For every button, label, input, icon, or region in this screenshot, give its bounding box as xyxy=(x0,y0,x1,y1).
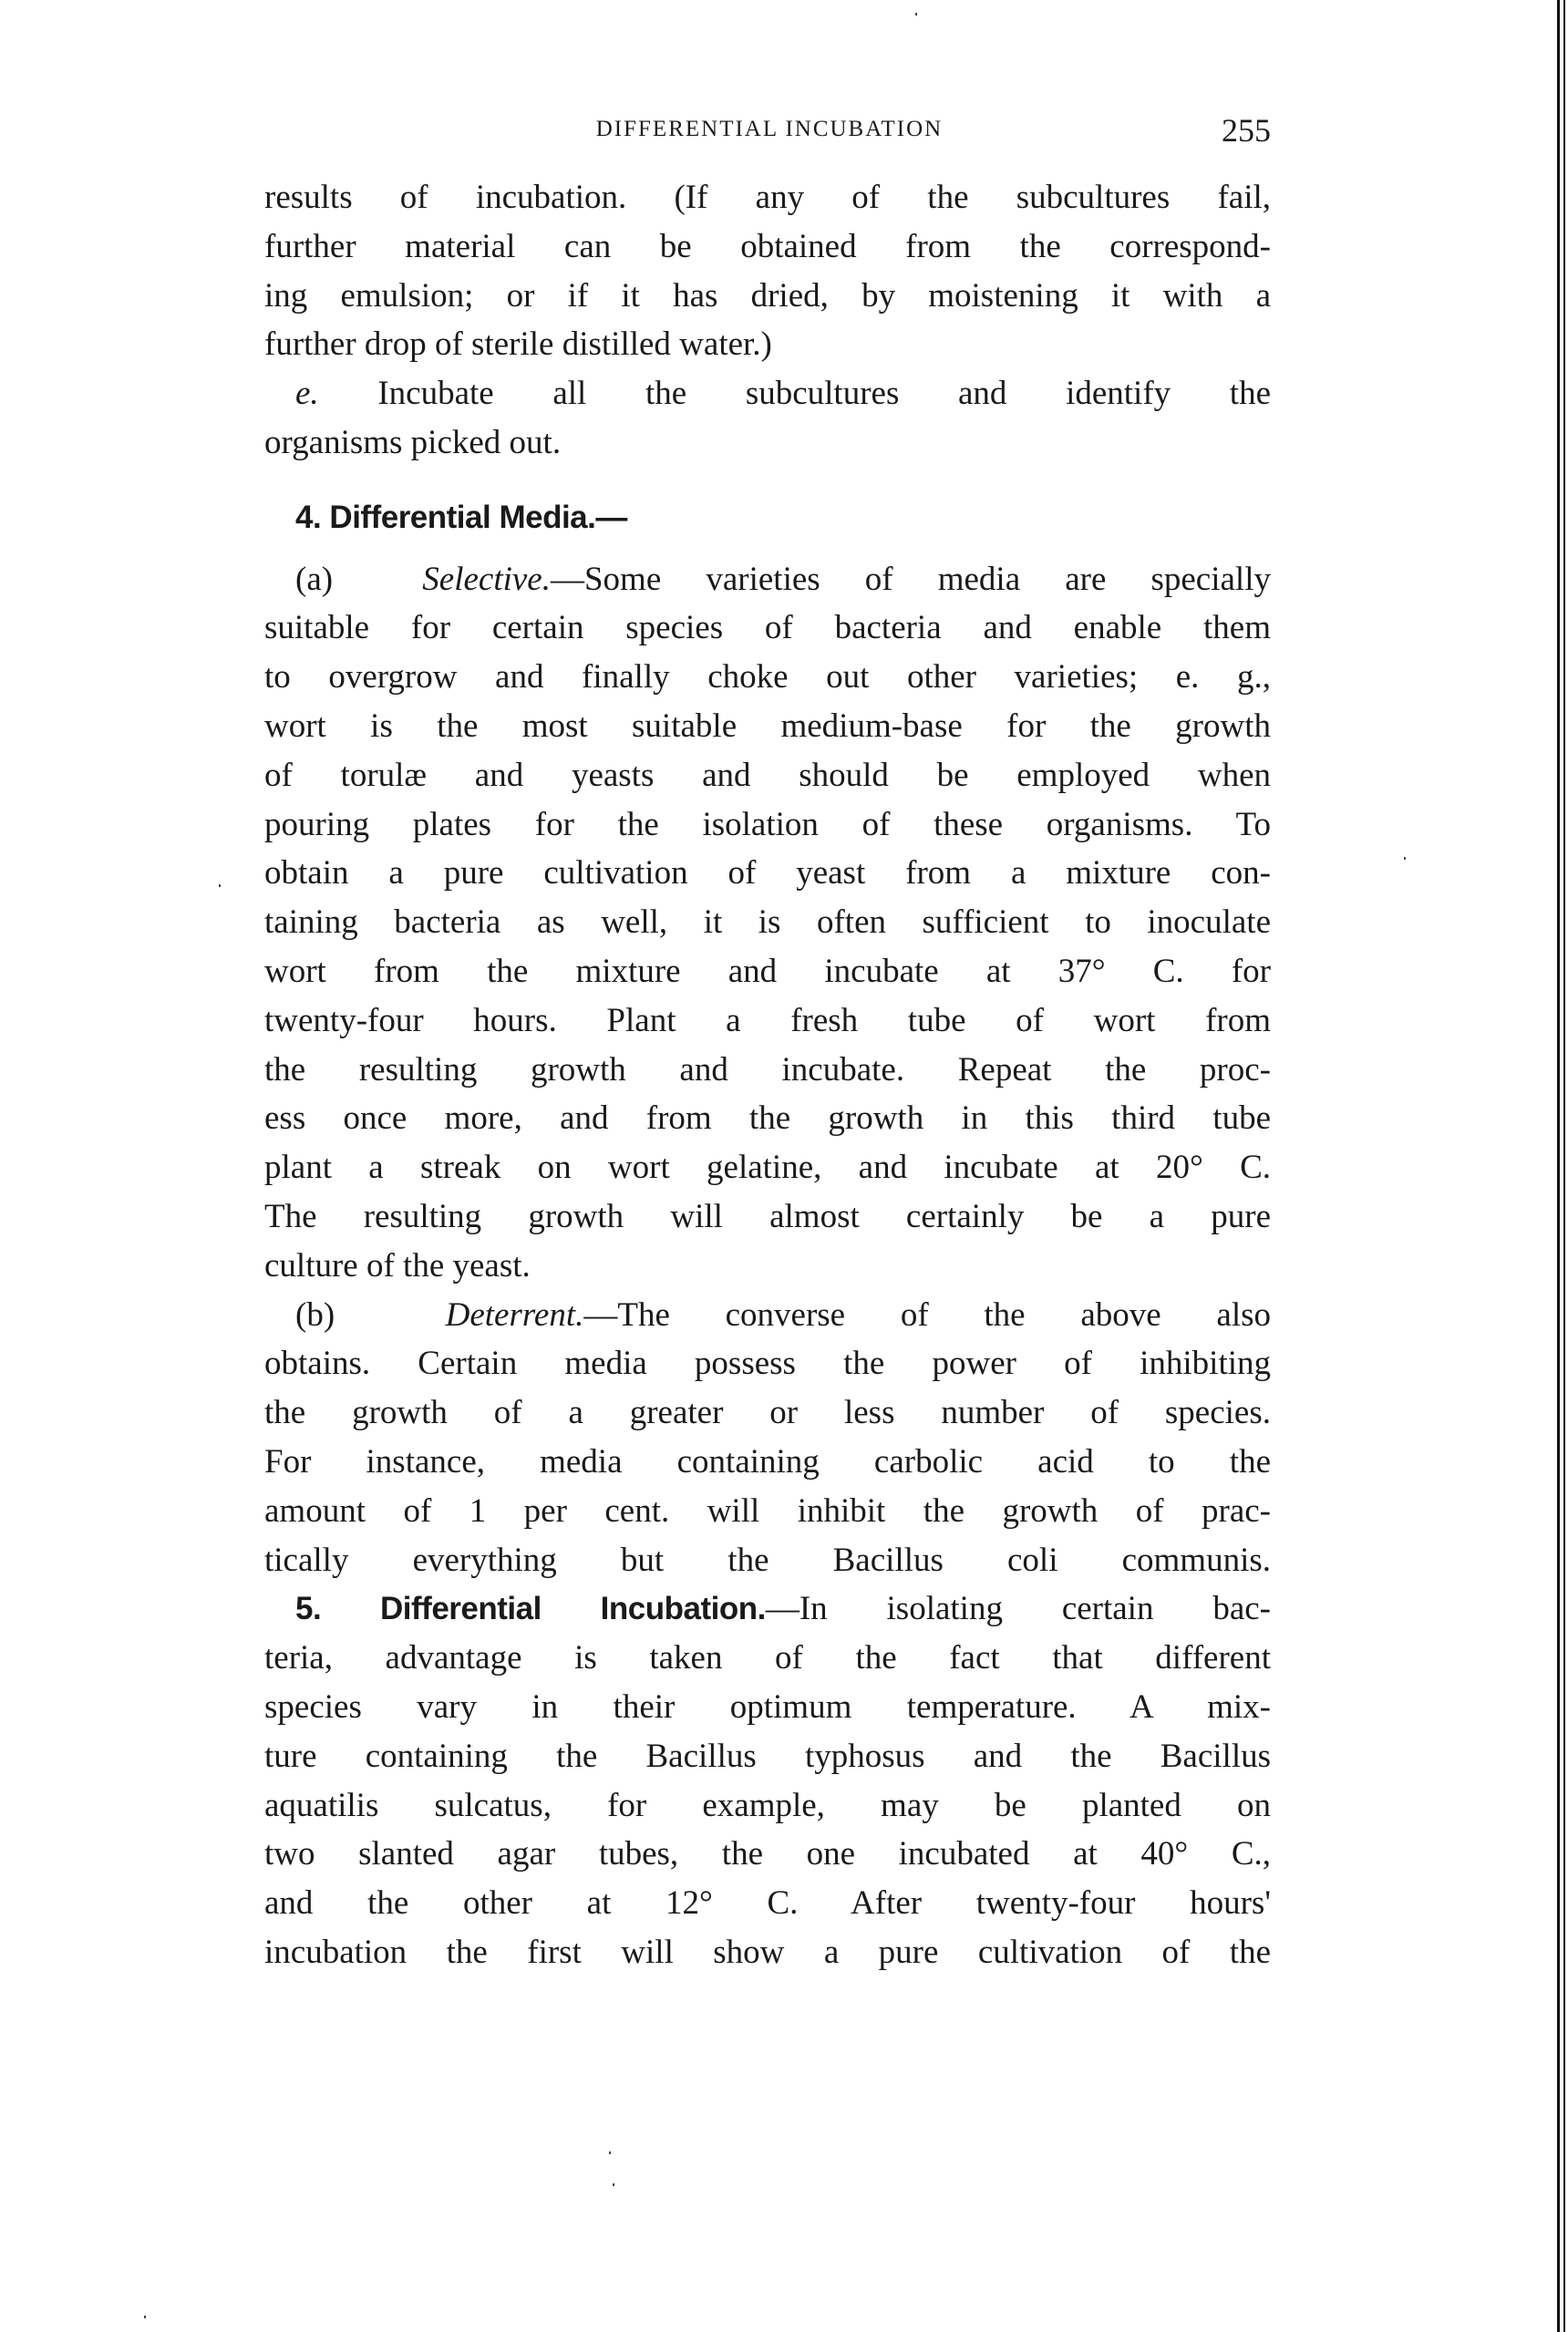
running-head xyxy=(264,109,1274,153)
scan-edge-line xyxy=(1563,0,1565,2332)
list-marker: e. xyxy=(295,375,319,413)
text-line: further material can be obtained from the correspond- xyxy=(264,227,1271,265)
text-line: wort is the most suitable medium-base for the growth xyxy=(264,707,1271,745)
text-line: 5. Differential Incubation.—In isolating certain bac- xyxy=(295,1590,1271,1628)
text-line: to overgrow and finally choke out other varieties; e. g., xyxy=(264,658,1271,697)
text-line: the resulting growth and incubate. Repeat the proc- xyxy=(264,1050,1271,1089)
text-line: wort from the mixture and incubate at 37° C. for xyxy=(264,952,1271,990)
text-line: amount of 1 per cent. will inhibit the growth of prac- xyxy=(264,1491,1271,1530)
text-line: ing emulsion; or if it has dried, by moistening it with a xyxy=(264,276,1271,315)
text-line: The resulting growth will almost certainly be a pure xyxy=(264,1197,1271,1235)
text-line: ture containing the Bacillus typhosus and the Bacillus xyxy=(264,1737,1271,1775)
text-line: the growth of a greater or less number of species. xyxy=(264,1394,1271,1432)
text-line: teria, advantage is taken of the fact that different xyxy=(264,1639,1271,1677)
text-line: organisms picked out. xyxy=(264,423,562,461)
text-line: (a) Selective.—Some varieties of media are specially xyxy=(295,560,1271,598)
term: Selective. xyxy=(422,560,551,598)
text-line: further drop of sterile distilled water.) xyxy=(264,325,772,364)
term: Deterrent. xyxy=(445,1295,584,1334)
section-heading: 4. Differential Media.— xyxy=(295,499,627,535)
scan-speck xyxy=(1404,857,1406,860)
text-line: aquatilis sulcatus, for example, may be planted on xyxy=(264,1786,1271,1824)
scan-speck xyxy=(609,2151,611,2154)
text-line: pouring plates for the isolation of these organisms. To xyxy=(264,805,1271,843)
text-line: incubation the first will show a pure cultivation of the xyxy=(264,1933,1271,1971)
text-line: results of incubation. (If any of the subcultures fail, xyxy=(264,179,1271,216)
text-line: two slanted agar tubes, the one incubated at 40° C., xyxy=(264,1835,1271,1873)
scan-speck xyxy=(144,2316,146,2318)
body-text xyxy=(264,173,1271,1977)
text-line: ess once more, and from the growth in this third tube xyxy=(264,1099,1271,1138)
running-title: DIFFERENTIAL INCUBATION xyxy=(595,117,944,141)
text-line: and the other at 12° C. After twenty-four hours' xyxy=(264,1884,1271,1923)
text-line: (b) Deterrent.—The converse of the above also xyxy=(295,1295,1272,1334)
section-heading: 5. Differential Incubation. xyxy=(295,1591,766,1627)
page-number: 255 xyxy=(1222,112,1271,149)
text-line: of torulæ and yeasts and should be employed when xyxy=(264,756,1271,794)
text-line: e. Incubate all the subcultures and identify the xyxy=(295,375,1271,413)
text-line: obtains. Certain media possess the power of inhibiting xyxy=(264,1345,1271,1383)
text-line: suitable for certain species of bacteria and enable them xyxy=(264,609,1271,647)
text-line: culture of the yeast. xyxy=(264,1246,531,1285)
text-line: tically everything but the Bacillus coli communis. xyxy=(264,1541,1271,1579)
text-line: For instance, media containing carbolic acid to the xyxy=(264,1442,1271,1481)
text-line: species vary in their optimum temperature. A mix- xyxy=(264,1687,1271,1726)
scan-speck xyxy=(915,13,917,15)
text-line: obtain a pure cultivation of yeast from a mixture con- xyxy=(264,854,1271,893)
scan-edge-line xyxy=(1557,0,1560,2332)
scan-speck xyxy=(219,884,221,887)
scan-speck xyxy=(613,2183,614,2186)
text-line: plant a streak on wort gelatine, and incubate at 20° C. xyxy=(264,1149,1271,1187)
text-line: taining bacteria as well, it is often sufficient to inoculate xyxy=(264,903,1271,942)
text-line: twenty-four hours. Plant a fresh tube of wort from xyxy=(264,1001,1271,1039)
